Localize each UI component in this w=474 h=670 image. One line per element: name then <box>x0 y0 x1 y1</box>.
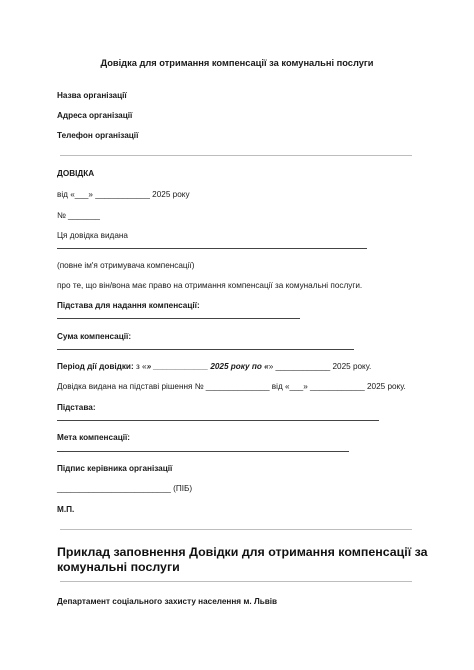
org-address-label: Адреса організації <box>57 111 133 120</box>
amount-label: Сума компенсації: <box>57 332 132 341</box>
seal-label: М.П. <box>57 505 75 514</box>
recipient-hint: (повне ім'я отримувача компенсації) <box>57 261 195 270</box>
issued-to-text: Ця довідка видана <box>57 231 128 240</box>
period-line: Період дії довідки: з «» ____________ 2025 року по «» ____________ 2025 року. <box>57 362 372 371</box>
amount-line <box>57 349 354 350</box>
purpose-label: Мета компенсації: <box>57 433 131 442</box>
section-divider <box>60 581 412 582</box>
period-label: Період дії довідки: <box>57 362 134 371</box>
certificate-heading: ДОВІДКА <box>57 169 95 178</box>
right-statement: про те, що він/вона має право на отримання компенсації за комунальні послуги. <box>57 281 363 290</box>
org-name-label: Назва організації <box>57 91 127 100</box>
basis-line <box>57 318 300 319</box>
section-divider <box>60 155 412 156</box>
example-heading-line-2: комунальні послуги <box>57 560 180 574</box>
signature-line: _________________________ (ПІБ) <box>57 484 193 493</box>
basis-label: Підстава для надання компенсації: <box>57 301 200 310</box>
example-heading-line-1: Приклад заповнення Довідки для отримання компенсації за <box>57 545 428 559</box>
decision-line: Довідка видана на підставі рішення № ______________ від «___» ____________ 2025 року. <box>57 382 406 391</box>
grounds-line <box>57 420 379 421</box>
date-line: від «___» ____________ 2025 року <box>57 190 190 199</box>
grounds-label: Підстава: <box>57 403 96 412</box>
example-department: Департамент соціального захисту населення м. Львів <box>57 597 278 606</box>
recipient-name-line <box>57 248 367 249</box>
section-divider <box>60 529 412 530</box>
document-title: Довідка для отримання компенсації за комунальні послуги <box>100 58 374 68</box>
org-phone-label: Телефон організації <box>57 131 139 140</box>
purpose-line <box>57 451 349 452</box>
signature-label: Підпис керівника організації <box>57 464 173 473</box>
number-line: № _______ <box>57 211 100 220</box>
